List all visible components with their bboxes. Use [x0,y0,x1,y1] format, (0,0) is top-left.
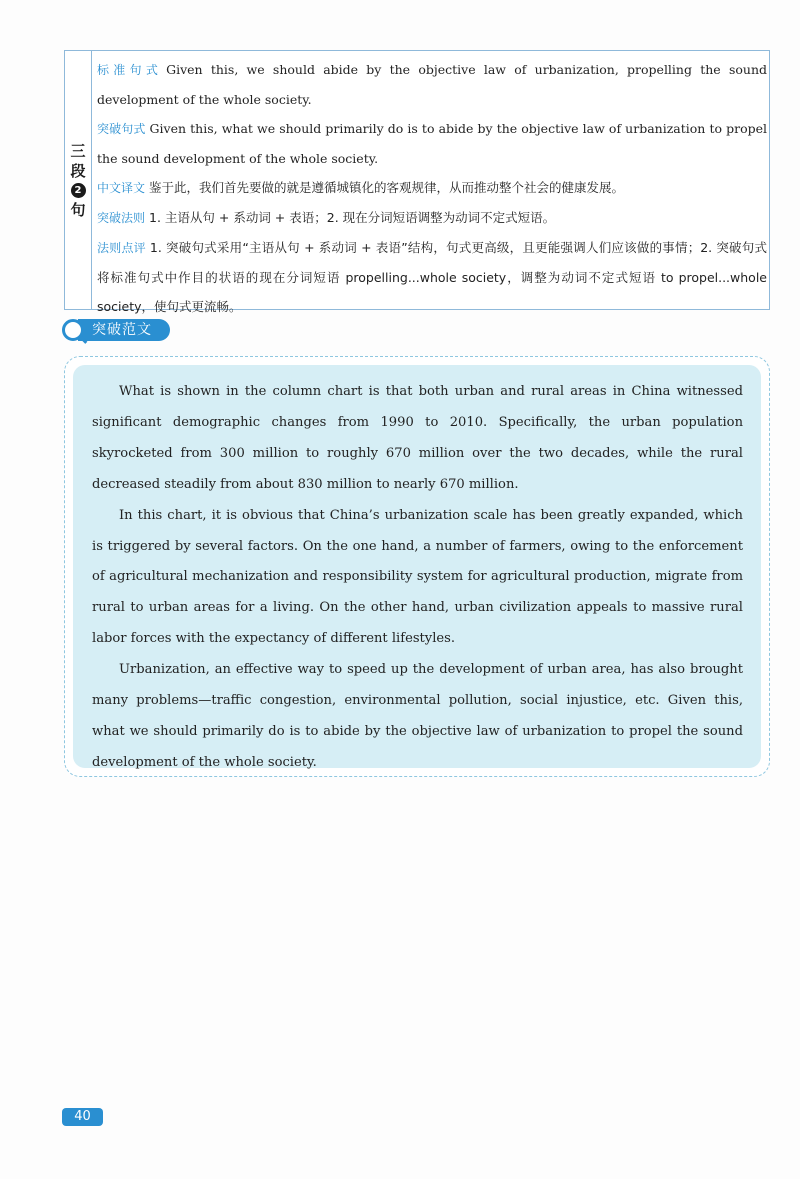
row-label: 中文译文 [97,181,146,195]
essay-paragraph-2: In this chart, it is obvious that China’s urbanization scale has been greatly expanded, which is triggered by several factors. On the one hand, a number of farmers, owing to the enforcement of agricultural mechanization and responsibility system for agricultural production, migrate from rural to urban areas for a living. On the other hand, urban civilization appeals to massive rural labor forces with the expectancy of different lifestyles. [92,507,743,647]
section-heading [62,318,170,342]
magnifier-icon [62,319,84,341]
row-rule-comment [97,233,767,321]
row-label: 法则点评 [97,241,146,255]
side-char-2: 段 [70,161,86,180]
side-char-1: 三 [70,141,86,160]
section-title: 突破范文 [78,319,170,341]
row-breakthrough-rule [97,203,767,233]
row-text: Given this, we should abide by the objective law of urbanization, propelling the sound development of the whole society. [97,62,767,107]
essay-paragraph-1: What is shown in the column chart is that both urban and rural areas in China witnessed significant demographic changes from 1990 to 2010. Specifically, the urban population skyrocketed from 300 million to roughly 670 million over the two decades, while the rural decreased steadily from about 830 million to nearly 670 million. [92,384,743,492]
row-standard-sentence [97,55,767,114]
model-essay-frame [64,356,770,777]
model-essay [73,365,761,768]
row-text: Given this, what we should primarily do is to abide by the objective law of urbanization to propel the sound development of the whole society. [97,121,767,166]
page-number: 40 [62,1108,103,1126]
sentence-comparison-box [64,50,770,314]
row-chinese-translation [97,173,767,203]
side-char-3: 句 [70,200,86,219]
row-text: 1. 突破句式采用“主语从句 + 系动词 + 表语”结构，句式更高级，且更能强调人们应该做的事情；2. 突破句式将标准句式中作目的状语的现在分词短语 propelling...whole society，调整为动词不定式短语 to propel...whole society，使句式更流畅。 [97,240,767,314]
row-label: 突破句式 [97,122,146,136]
row-label: 标准句式 [97,63,163,77]
row-breakthrough-sentence [97,114,767,173]
row-text: 1. 主语从句 + 系动词 + 表语；2. 现在分词短语调整为动词不定式短语。 [149,210,556,225]
section-side-label [65,51,92,309]
row-text: 鉴于此，我们首先要做的就是遵循城镇化的客观规律，从而推动整个社会的健康发展。 [149,180,625,195]
essay-paragraph-3: Urbanization, an effective way to speed up the development of urban area, has also brought many problems—traffic congestion, environmental pollution, social injustice, etc. Given this, what we should primarily do is to abide by the objective law of urbanization to propel the sound development of the whole society. [92,662,743,770]
side-number-badge: 2 [71,183,86,198]
comparison-content [97,55,767,321]
row-label: 突破法则 [97,211,146,225]
